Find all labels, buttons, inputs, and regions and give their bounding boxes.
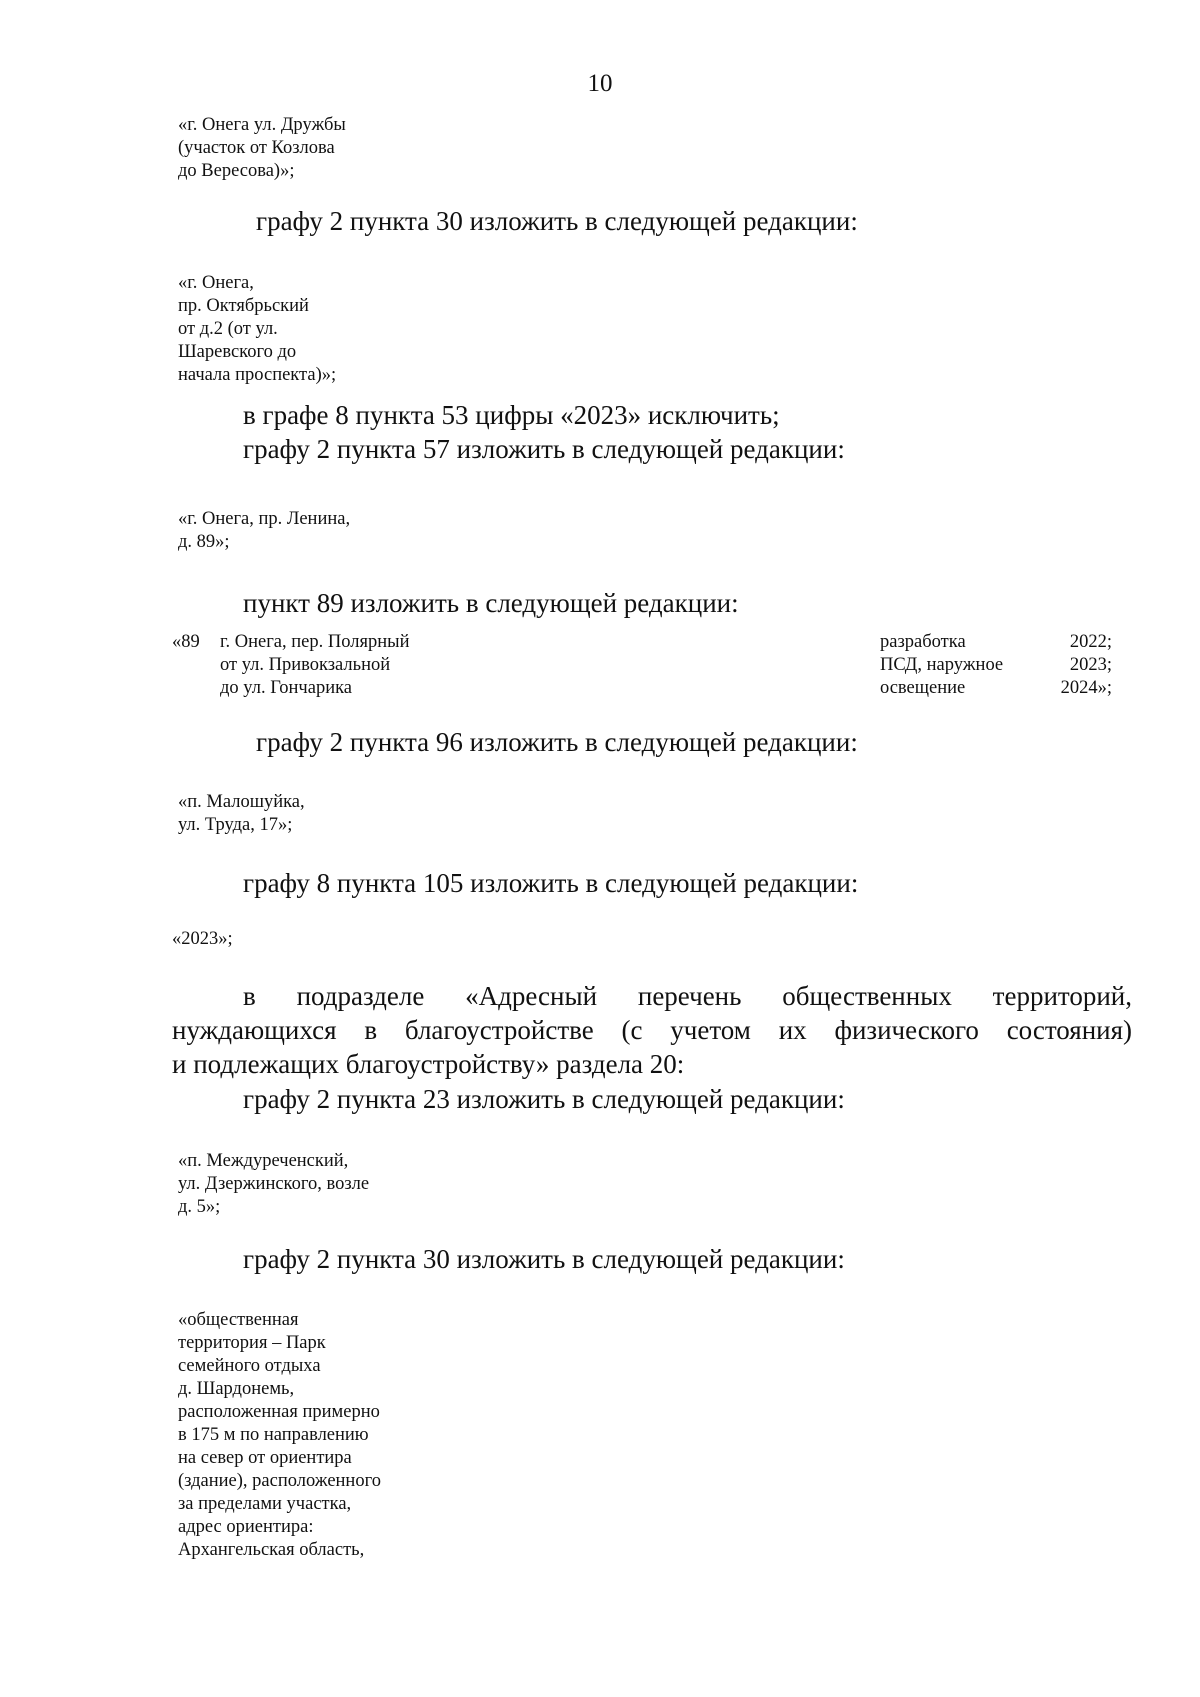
text-line: 2022; (1069, 632, 1112, 652)
address-block-mezhdurechensky (178, 1150, 369, 1219)
instruction-punkt-89: пункт 89 изложить в следующей редакции: (243, 588, 739, 618)
text-line: ул. Дзержинского, возле (178, 1174, 370, 1194)
years-cell (1061, 631, 1112, 700)
text-line: 2023; (1069, 655, 1112, 675)
instruction-punkt-96: графу 2 пункта 96 изложить в следующей редакции: (256, 727, 858, 757)
instruction-punkt-30-second: графу 2 пункта 30 изложить в следующей редакции: (243, 1244, 845, 1274)
text-line: д. 5»; (178, 1197, 221, 1217)
address-block-druzhby (178, 114, 346, 183)
address-block-lenina (178, 508, 350, 554)
year-value: «2023»; (172, 929, 233, 949)
text-line: д. Шардонемь, (178, 1379, 295, 1399)
page-number: 10 (587, 70, 613, 97)
text-line: ул. Труда, 17»; (178, 815, 293, 835)
instruction-punkt-53: в графе 8 пункта 53 цифры «2023» исключить; (243, 400, 780, 430)
text-line: на север от ориентира (178, 1448, 352, 1468)
text-line: (здание), расположенного (178, 1471, 381, 1491)
text-line: «г. Онега ул. Дружбы (178, 115, 346, 135)
text-line: до Вересова)»; (178, 161, 295, 181)
text-line: «общественная (178, 1310, 299, 1330)
text-line: за пределами участка, (178, 1494, 352, 1514)
text-line: (участок от Козлова (178, 138, 335, 158)
text-line: г. Онега, пер. Полярный (220, 632, 410, 652)
row-number: «89 (172, 632, 200, 652)
address-cell (220, 631, 409, 700)
text-line: расположенная примерно (178, 1402, 380, 1422)
text-line: адрес ориентира: (178, 1517, 314, 1537)
instruction-punkt-105: графу 8 пункта 105 изложить в следующей редакции: (243, 868, 859, 898)
text-line: ПСД, наружное (880, 655, 1004, 675)
text-line: «г. Онега, пр. Ленина, (178, 509, 351, 529)
text-line: территория – Парк (178, 1333, 326, 1353)
text-line: от д.2 (от ул. (178, 319, 278, 339)
text-line: Архангельская область, (178, 1540, 365, 1560)
paragraph-line: и подлежащих благоустройству» раздела 20: (172, 1049, 685, 1079)
text-line: от ул. Привокзальной (220, 655, 391, 675)
table-row-89 (172, 631, 1112, 703)
text-line: д. 89»; (178, 532, 230, 552)
text-line: разработка (880, 632, 966, 652)
text-line: «г. Онега, (178, 273, 254, 293)
text-line: в 175 м по направлению (178, 1425, 369, 1445)
text-line: Шаревского до (178, 342, 297, 362)
text-line: семейного отдыха (178, 1356, 321, 1376)
address-block-maloshuyka (178, 791, 305, 837)
work-cell (880, 631, 1003, 700)
address-block-oktyabrsky (178, 272, 336, 387)
instruction-punkt-23: графу 2 пункта 23 изложить в следующей редакции: (243, 1084, 845, 1114)
paragraph-line: нуждающихся в благоустройстве (с учетом их физического состояния) (172, 1015, 1132, 1045)
instruction-punkt-30: графу 2 пункта 30 изложить в следующей редакции: (256, 206, 858, 236)
text-line: «п. Малошуйка, (178, 792, 305, 812)
text-line: пр. Октябрьский (178, 296, 309, 316)
text-line: «п. Междуреченский, (178, 1151, 349, 1171)
text-line: 2024»; (1060, 678, 1112, 698)
paragraph-line: в подразделе «Адресный перечень общественных территорий, (243, 981, 1132, 1011)
text-line: до ул. Гончарика (220, 678, 353, 698)
text-line: начала проспекта)»; (178, 365, 337, 385)
subsection-paragraph (172, 979, 1132, 1081)
address-block-park (178, 1309, 381, 1562)
instruction-punkt-57: графу 2 пункта 57 изложить в следующей редакции: (243, 434, 845, 464)
text-line: освещение (880, 678, 966, 698)
